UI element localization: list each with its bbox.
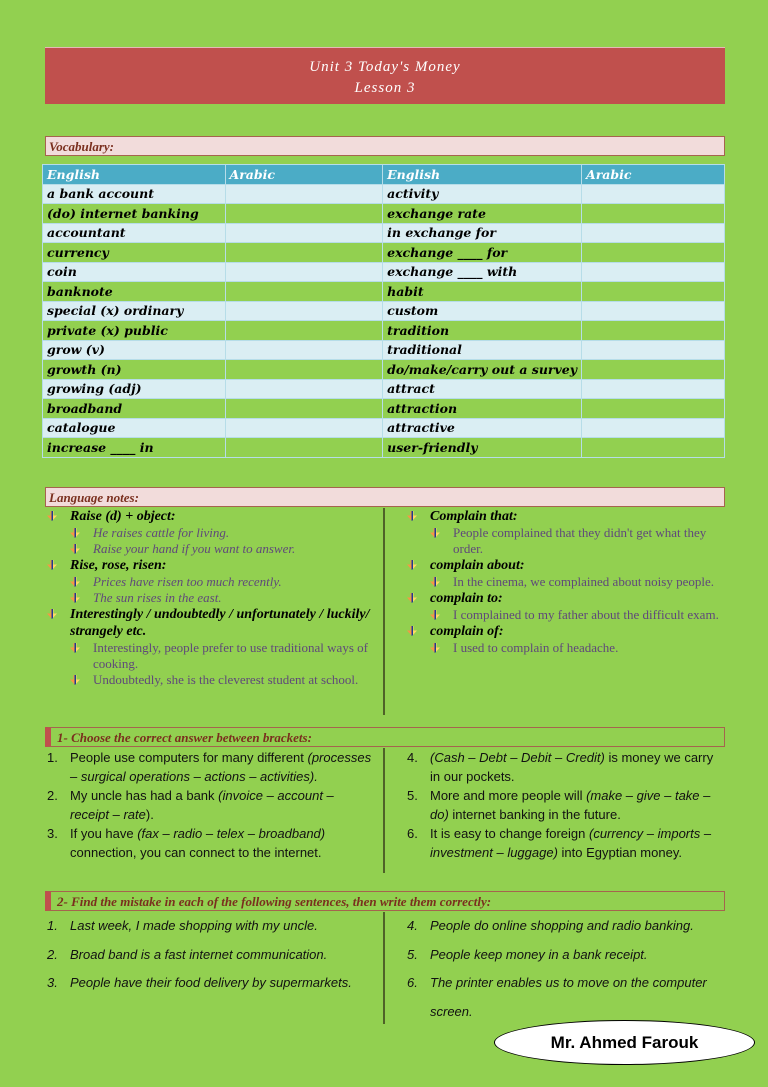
arabic-cell [582, 262, 725, 282]
english-cell: coin [43, 262, 226, 282]
arabic-cell [225, 184, 383, 204]
arabic-cell [582, 223, 725, 243]
notes-right-column [405, 508, 725, 656]
arabic-cell [582, 340, 725, 360]
item-number: 4. [407, 918, 418, 933]
english-cell: habit [383, 282, 582, 302]
item-number: 2. [47, 946, 58, 962]
item-text: (invoice – account – receipt – rate [70, 788, 334, 822]
note-example: In the cinema, we complained about noisy people. [405, 574, 725, 590]
english-cell: custom [383, 301, 582, 321]
item-text: internet banking in the future. [448, 807, 621, 822]
arabic-cell [225, 321, 383, 341]
arabic-cell [582, 301, 725, 321]
item-text: Last week, I made shopping with my uncle. [70, 918, 318, 933]
exercise-item [405, 748, 725, 786]
item-text: (processes – surgical operations – actions – activities). [70, 750, 372, 784]
item-number: 4. [407, 750, 418, 765]
item-text: is money we carry in our pockets. [430, 750, 714, 784]
item-number: 1. [47, 750, 58, 765]
table-row [43, 243, 725, 263]
arabic-cell [225, 418, 383, 438]
english-cell: a bank account [43, 184, 226, 204]
arabic-cell [582, 360, 725, 380]
page-header [45, 47, 725, 104]
arabic-cell [225, 243, 383, 263]
english-cell: (do) internet banking [43, 204, 226, 224]
note-example: I complained to my father about the difficult exam. [405, 607, 725, 623]
item-text: People have their food delivery by supermarkets. [70, 975, 352, 990]
item-text: connection, you can connect to the internet. [70, 845, 322, 860]
table-row [43, 379, 725, 399]
english-cell: increase ____ in [43, 438, 226, 458]
arabic-cell [225, 340, 383, 360]
arabic-cell [582, 243, 725, 263]
note-example: People complained that they didn't get what they order. [405, 525, 725, 557]
table-row [43, 399, 725, 419]
note-heading: Interestingly / undoubtedly / unfortunately / luckily/ strangely etc. [45, 606, 380, 640]
arabic-cell [225, 379, 383, 399]
arabic-cell [225, 360, 383, 380]
english-cell: tradition [383, 321, 582, 341]
vocabulary-table [42, 164, 725, 458]
item-text: (make – give – take – do) [430, 788, 711, 822]
english-cell: exchange ____ for [383, 243, 582, 263]
arabic-cell [582, 418, 725, 438]
column-header: English [43, 165, 226, 185]
exercise-item [45, 748, 375, 786]
item-text: People do online shopping and radio banking. [430, 918, 694, 933]
item-number: 6. [407, 975, 418, 990]
note-example: Prices have risen too much recently. [45, 574, 380, 590]
table-row [43, 223, 725, 243]
english-cell: grow (v) [43, 340, 226, 360]
note-heading: complain of: [405, 623, 725, 640]
table-row [43, 301, 725, 321]
item-number: 5. [407, 788, 418, 803]
english-cell: broadband [43, 399, 226, 419]
exercise-item [45, 912, 375, 941]
english-cell: attract [383, 379, 582, 399]
note-heading: Complain that: [405, 508, 725, 525]
notes-left-column [45, 508, 380, 688]
english-cell: growth (n) [43, 360, 226, 380]
arabic-cell [225, 399, 383, 419]
english-cell: catalogue [43, 418, 226, 438]
note-example: Undoubtedly, she is the cleverest student at school. [45, 672, 380, 688]
english-cell: accountant [43, 223, 226, 243]
vocabulary-heading: Vocabulary: [45, 136, 725, 156]
item-text: The printer enables us to move on the computer screen. [430, 975, 707, 1019]
exercise1 [45, 748, 725, 880]
item-text: People keep money in a bank receipt. [430, 946, 648, 962]
note-heading: complain to: [405, 590, 725, 607]
unit-title: Unit 3 Today's Money [309, 59, 461, 75]
item-text: (currency – imports – investment – luggage) [430, 826, 712, 860]
item-text: It is easy to change foreign [430, 826, 589, 841]
exercise-item [405, 941, 725, 970]
english-cell: in exchange for [383, 223, 582, 243]
exercise1-heading: 1- Choose the correct answer between brackets: [45, 727, 725, 747]
item-text: into Egyptian money. [557, 845, 682, 860]
english-cell: special (x) ordinary [43, 301, 226, 321]
english-cell: attractive [383, 418, 582, 438]
item-text: ). [145, 807, 154, 822]
exercise-item [45, 824, 375, 862]
lesson-title: Lesson 3 [354, 80, 416, 96]
note-example: He raises cattle for living. [45, 525, 380, 541]
column-divider [383, 508, 385, 715]
item-number: 3. [47, 975, 58, 990]
item-text: More and more people will [430, 788, 587, 803]
language-notes-heading: Language notes: [45, 487, 725, 507]
exercise-item [45, 941, 375, 970]
arabic-cell [582, 184, 725, 204]
arabic-cell [225, 262, 383, 282]
item-text: My uncle has had a bank [70, 788, 219, 803]
table-row [43, 438, 725, 458]
arabic-cell [225, 301, 383, 321]
note-example: Interestingly, people prefer to use traditional ways of cooking. [45, 640, 380, 672]
column-header: English [383, 165, 582, 185]
english-cell: activity [383, 184, 582, 204]
table-row [43, 282, 725, 302]
author-name: Mr. Ahmed Farouk [494, 1020, 755, 1065]
arabic-cell [582, 379, 725, 399]
table-row [43, 321, 725, 341]
note-heading: Rise, rose, risen: [45, 557, 380, 574]
english-cell: private (x) public [43, 321, 226, 341]
exercise2-heading: 2- Find the mistake in each of the following sentences, then write them correctly: [45, 891, 725, 911]
arabic-cell [582, 321, 725, 341]
table-row [43, 262, 725, 282]
english-cell: user-friendly [383, 438, 582, 458]
exercise-item [45, 786, 375, 824]
arabic-cell [582, 204, 725, 224]
english-cell: banknote [43, 282, 226, 302]
arabic-cell [225, 223, 383, 243]
english-cell: exchange ____ with [383, 262, 582, 282]
item-text: People use computers for many different [70, 750, 308, 765]
item-text: Broad band is a fast internet communication. [70, 946, 328, 962]
english-cell: attraction [383, 399, 582, 419]
arabic-cell [225, 204, 383, 224]
arabic-cell [225, 438, 383, 458]
table-row [43, 418, 725, 438]
item-text: (Cash – Debt – Debit – Credit) [430, 750, 605, 765]
item-number: 6. [407, 826, 418, 841]
note-example: I used to complain of headache. [405, 640, 725, 656]
item-number: 2. [47, 788, 58, 803]
arabic-cell [582, 282, 725, 302]
note-example: The sun rises in the east. [45, 590, 380, 606]
note-example: Raise your hand if you want to answer. [45, 541, 380, 557]
arabic-cell [582, 438, 725, 458]
column-divider [383, 748, 385, 873]
exercise2 [45, 912, 725, 1024]
column-header: Arabic [225, 165, 383, 185]
table-row [43, 204, 725, 224]
item-number: 5. [407, 946, 418, 962]
english-cell: do/make/carry out a survey [383, 360, 582, 380]
table-row [43, 340, 725, 360]
item-number: 3. [47, 826, 58, 841]
column-divider [383, 912, 385, 1024]
language-notes [45, 508, 725, 715]
exercise-item [45, 969, 375, 998]
column-header: Arabic [582, 165, 725, 185]
english-cell: traditional [383, 340, 582, 360]
exercise-item [405, 824, 725, 862]
item-text: (fax – radio – telex – broadband) [137, 826, 326, 841]
table-row [43, 360, 725, 380]
arabic-cell [225, 282, 383, 302]
note-heading: complain about: [405, 557, 725, 574]
item-number: 1. [47, 918, 58, 933]
english-cell: exchange rate [383, 204, 582, 224]
english-cell: growing (adj) [43, 379, 226, 399]
note-heading: Raise (d) + object: [45, 508, 380, 525]
exercise-item [405, 912, 725, 941]
exercise-item [405, 786, 725, 824]
arabic-cell [582, 399, 725, 419]
exercise-item [405, 969, 725, 1026]
item-text: If you have [70, 826, 138, 841]
english-cell: currency [43, 243, 226, 263]
table-row [43, 184, 725, 204]
